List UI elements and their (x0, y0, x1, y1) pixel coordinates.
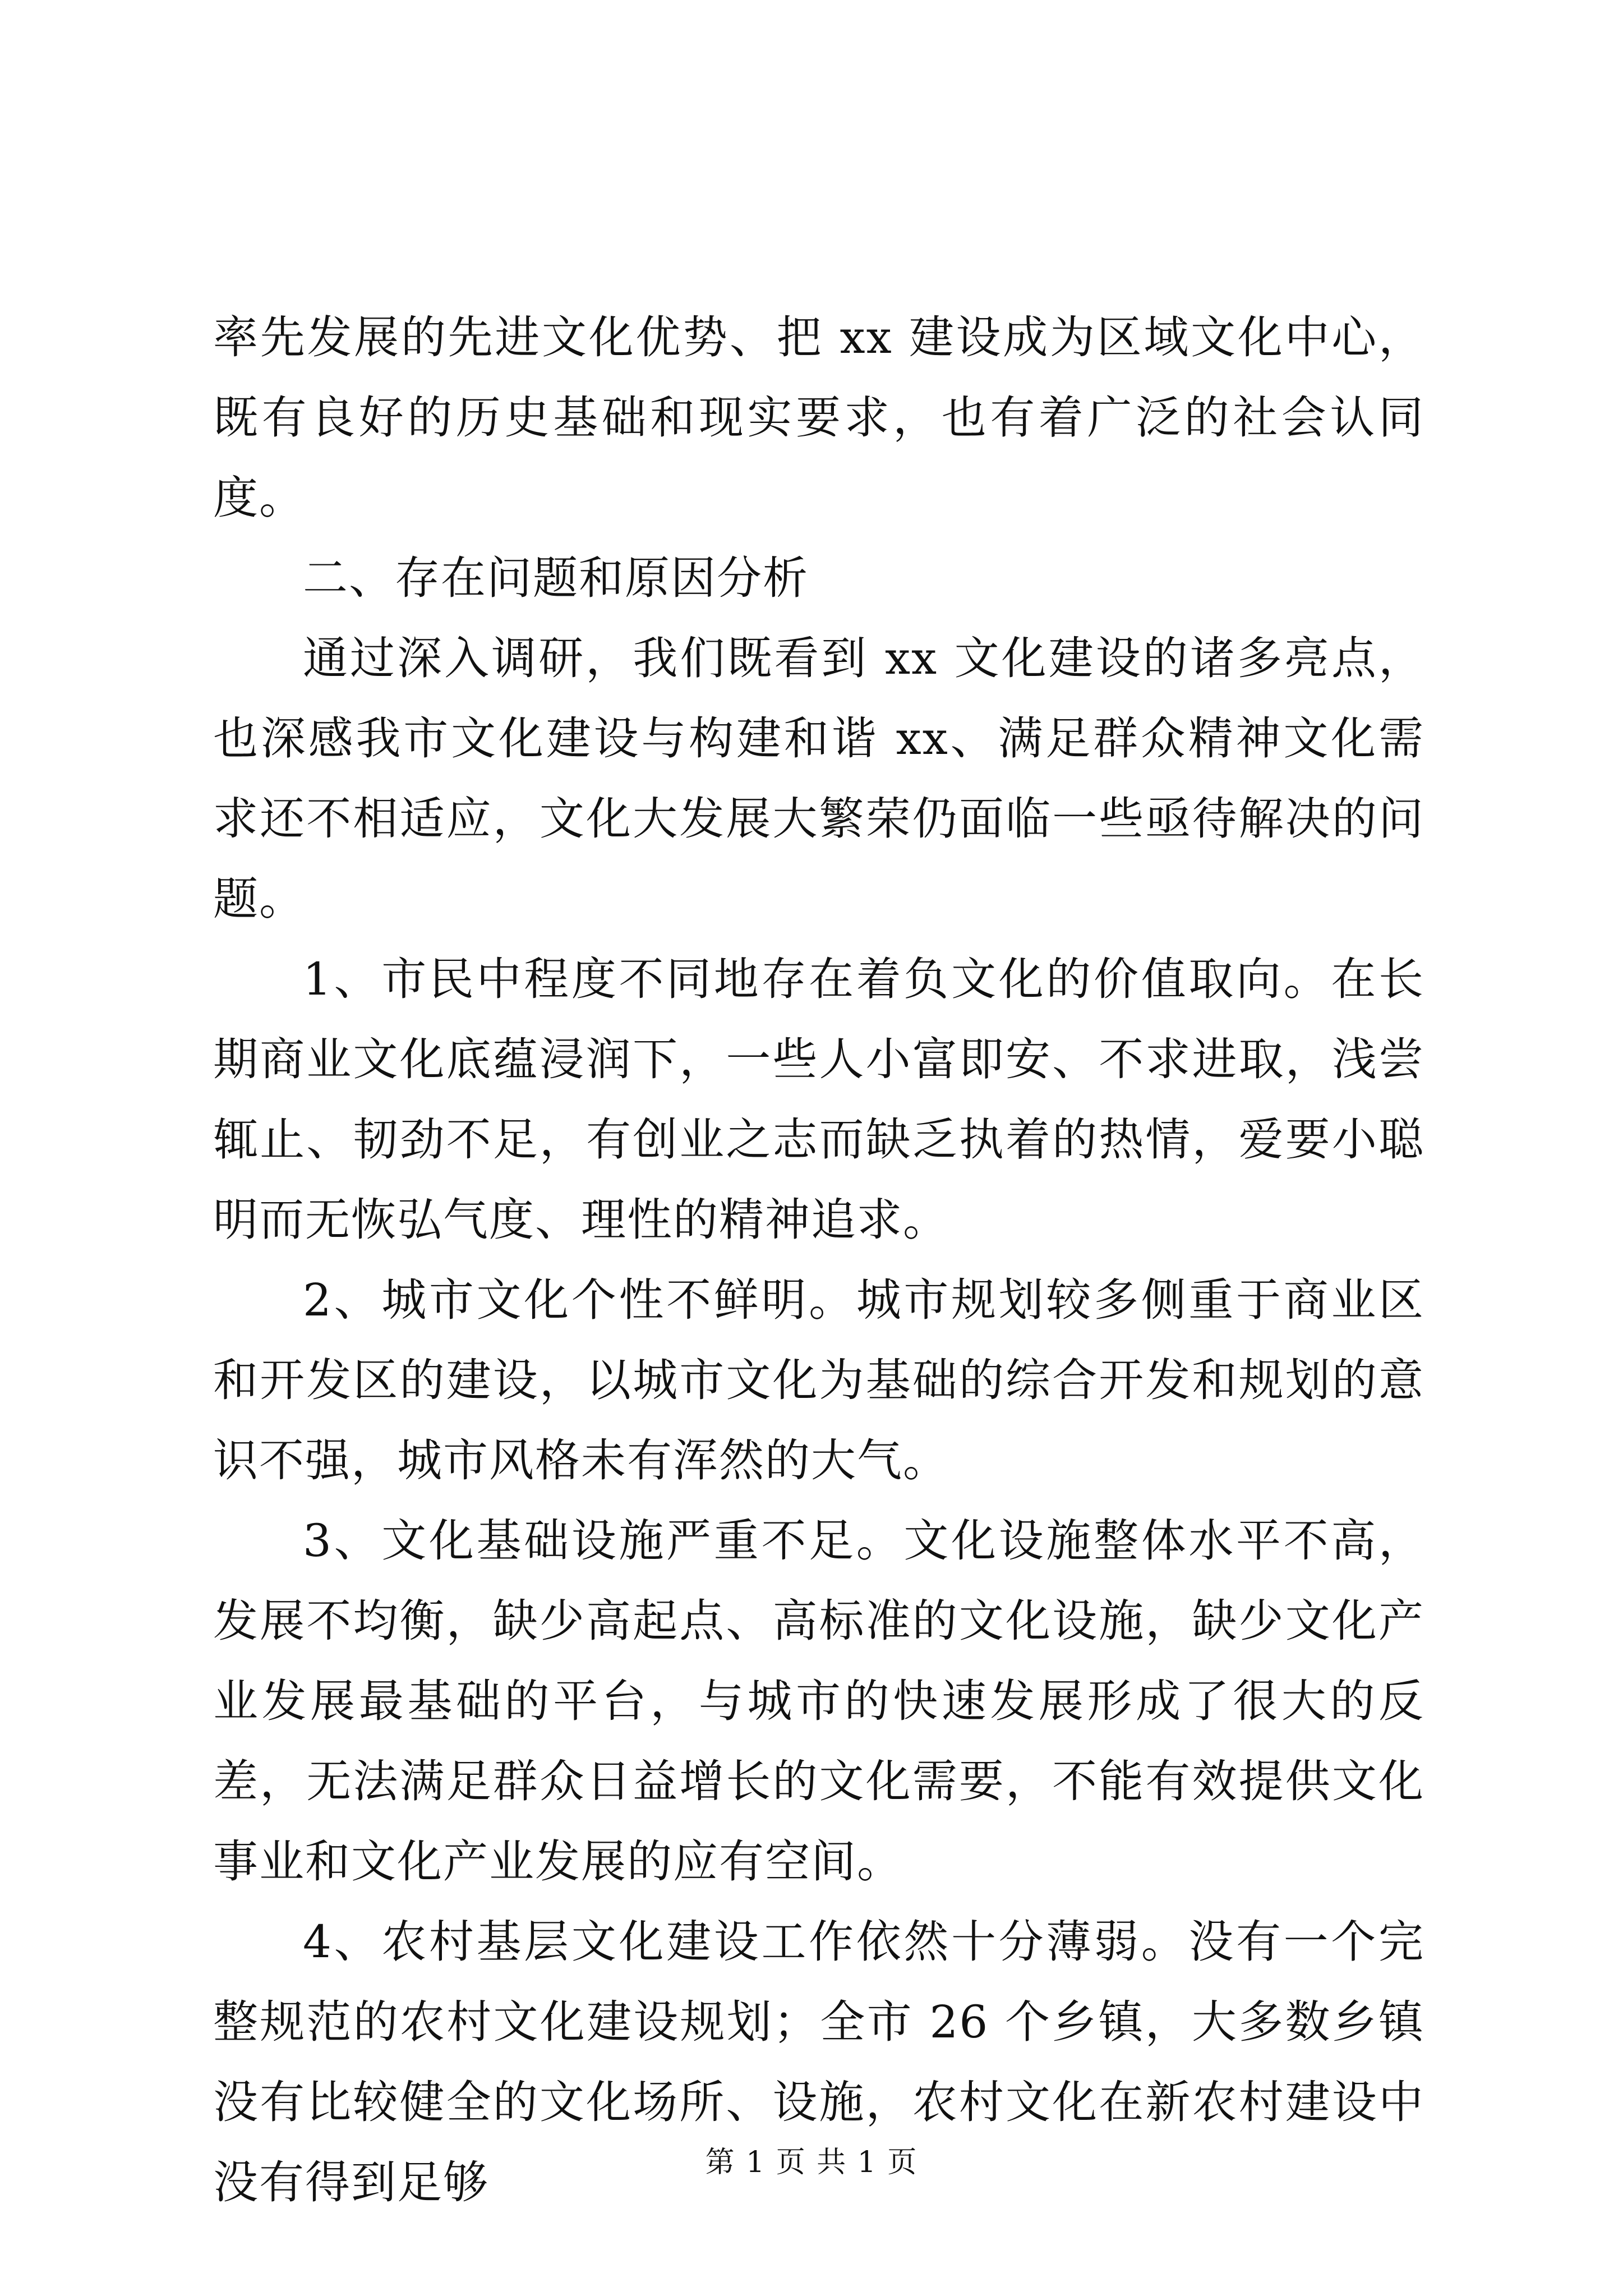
paragraph-item-1: 1、市民中程度不同地存在着负文化的价值取向。在长期商业文化底蕴浸润下，一些人小富即安、不求进取，浅尝辄止、韧劲不足，有创业之志而缺乏执着的热情，爱要小聪明而无恢弘气度、理性的精神追求。 (213, 953, 1424, 1246)
paragraph-continuation: 率先发展的先进文化优势、把 xx 建设成为区域文化中心，既有良好的历史基础和现实要求，也有着广泛的社会认同度。 (213, 311, 1424, 524)
paragraph-item-2: 2、城市文化个性不鲜明。城市规划较多侧重于商业区和开发区的建设，以城市文化为基础的综合开发和规划的意识不强，城市风格未有浑然的大气。 (213, 1274, 1424, 1487)
paragraph-item-3: 3、文化基础设施严重不足。文化设施整体水平不高，发展不均衡，缺少高起点、高标准的文化设施，缺少文化产业发展最基础的平台，与城市的快速发展形成了很大的反差，无法满足群众日益增长的文化需要，不能有效提供文化事业和文化产业发展的应有空间。 (213, 1515, 1424, 1888)
paragraph-item-4: 4、农村基层文化建设工作依然十分薄弱。没有一个完整规范的农村文化建设规划；全市 26 个乡镇，大多数乡镇没有比较健全的文化场所、设施，农村文化在新农村建设中没有得到足够 (213, 1916, 1424, 2208)
document-body (213, 297, 1424, 2223)
paragraph-intro: 通过深入调研，我们既看到 xx 文化建设的诸多亮点，也深感我市文化建设与构建和谐 xx、满足群众精神文化需求还不相适应，文化大发展大繁荣仍面临一些亟待解决的问题。 (213, 632, 1424, 925)
page-footer: 第 1 页 共 1 页 (705, 2146, 918, 2179)
section-heading: 二、存在问题和原因分析 (303, 552, 809, 604)
